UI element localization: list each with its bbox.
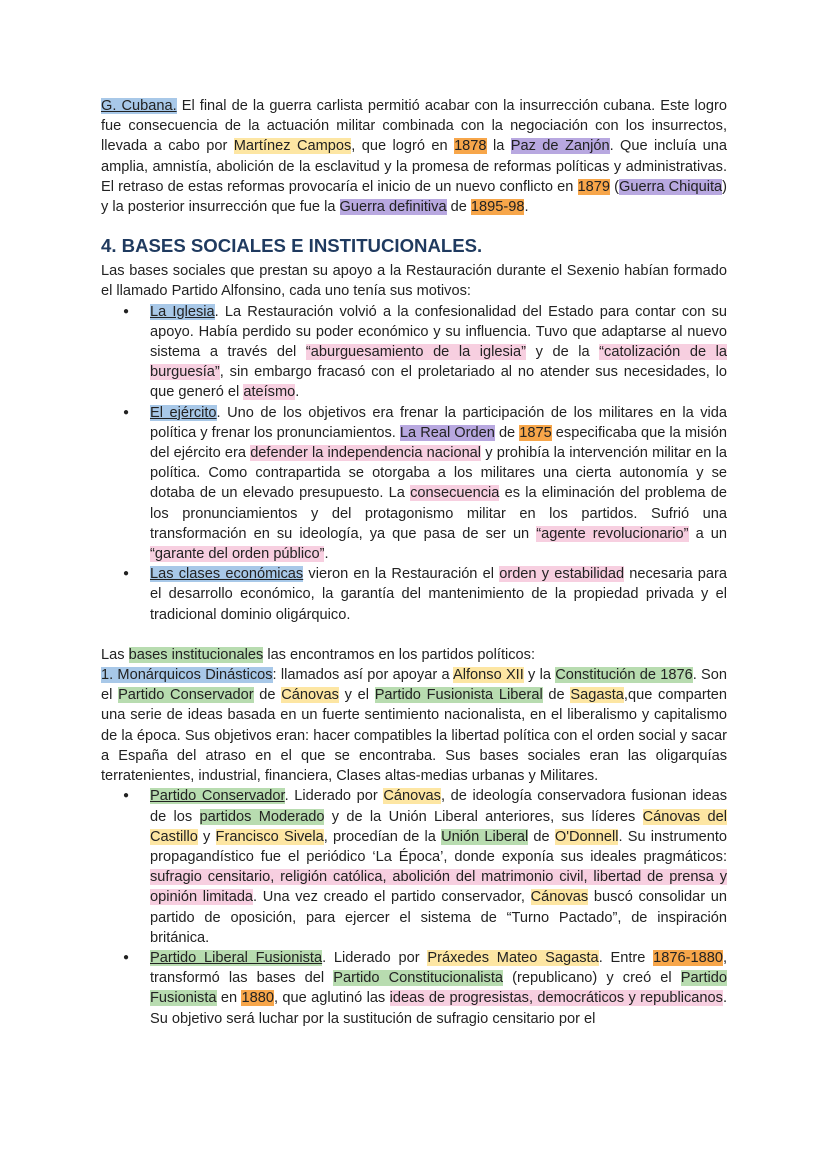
hl-person: Alfonso XII [453, 667, 524, 684]
hl-date: 1875 [519, 424, 552, 441]
hl-institution: Constitución de 1876 [555, 667, 693, 684]
hl-concept: consecuencia [410, 485, 500, 502]
hl-person: Cánovas [530, 889, 589, 906]
hl-concept: sufragio censitario, religión católica, abolición del matrimonio civil, libertad de prensa y opinión limitada [150, 869, 727, 906]
hl-date: 1878 [454, 138, 487, 155]
hl-term: Las clases económicas [150, 566, 304, 583]
hl-institution: Partido Liberal Fusionista [150, 949, 323, 966]
hl-institution: Unión Liberal [441, 828, 529, 845]
hl-event: Paz de Zanjón [510, 138, 610, 155]
hl-institution: Partido Conservador [150, 788, 285, 805]
hl-person: Sagasta [570, 687, 624, 704]
hl-person: Martínez Campos [233, 138, 352, 155]
social-bases-list [101, 302, 727, 625]
paragraph-intro: Las bases sociales que prestan su apoyo a la Restauración durante el Sexenio habían formado el llamado Partido Alfonsino, cada uno tenía sus motivos: [101, 263, 727, 300]
hl-institution: Partido Fusionista Liberal [374, 687, 543, 704]
hl-term: El ejército [150, 404, 217, 421]
hl-concept: “catolización de la burguesía” [150, 344, 728, 381]
hl-concept: orden y estabilidad [499, 566, 625, 583]
hl-term: La Iglesia [150, 303, 215, 320]
hl-concept: ideas de progresistas, democráticos y republicanos [389, 990, 723, 1007]
paragraph-institutional: Las bases institucionales las encontramos en los partidos políticos: [101, 646, 536, 663]
hl-institution: Partido Fusionista [150, 970, 728, 1007]
hl-event: Guerra Chiquita [619, 178, 723, 195]
hl-institution: bases institucionales [128, 646, 264, 663]
hl-date: 1880 [241, 990, 274, 1007]
hl-person: O'Donnell [554, 828, 619, 845]
list-item-conservador: ● Partido Conservador. Liderado por Cánovas, de ideología conservadora fusionan ideas de los partidos Moderado y de la Unión Liberal anteriores, sus líderes Cánovas del Castillo y Francisco Sivela, procedían de la Unión Liberal de O'Donnell. Su instrumento propagandístico fue el periódico ‘La Época’, donde exponía sus ideales pragmáticos: sufragio censitario, religión católica, abolición del matrimonio civil, libertad de prensa y opinión limitada. Una vez creado el partido conservador, Cánovas buscó consolidar un partido de oposición, para ejercer el sistema de “Turno Pactado”, de inspiración británica. [150, 786, 727, 948]
parties-list [101, 786, 727, 1028]
hl-term: 1. Monárquicos Dinásticos [101, 667, 273, 684]
hl-person: Cánovas [383, 788, 441, 805]
hl-concept: “aburguesamiento de la iglesia” [305, 344, 527, 361]
hl-event: Guerra definitiva [339, 199, 447, 216]
hl-institution: partidos Moderado [199, 808, 325, 825]
hl-concept: “garante del orden público” [150, 546, 325, 563]
hl-institution: Partido Constitucionalista [333, 970, 503, 987]
list-item-liberal: ● Partido Liberal Fusionista. Liderado por Práxedes Mateo Sagasta. Entre 1876-1880, transformó las bases del Partido Constitucionalista (republicano) y creó el Partido Fusionista en 1880, que aglutinó las ideas de progresistas, democráticos y republicanos. Su objetivo será luchar por la sustitución de sufragio censitario por el [150, 948, 727, 1029]
paragraph-cuba: G. Cubana. El final de la guerra carlista permitió acabar con la insurrección cubana. Este logro fue consecuencia de la actuación militar combinada con la negociación con los insurrectos, llevada a cabo por Martínez Campos, que logró en 1878 la Paz de Zanjón. Que incluía una amplia, amnistía, abolición de la esclavitud y la promesa de reformas políticas y administrativas. El retraso de estas reformas provocaría el inicio de un nuevo conflicto en 1879 (Guerra Chiquita) y la posterior insurrección que fue la Guerra definitiva de 1895-98. [101, 98, 727, 216]
hl-person: Cánovas del Castillo [150, 808, 727, 845]
hl-person: Práxedes Mateo Sagasta [427, 949, 599, 966]
hl-person: Cánovas [281, 687, 339, 704]
hl-concept: “agente revolucionario” [536, 525, 689, 542]
hl-date: 1895-98 [470, 199, 525, 216]
hl-term: G. Cubana. [101, 98, 177, 114]
hl-date: 1876-1880 [653, 949, 723, 966]
hl-institution: Partido Conservador [118, 687, 254, 704]
list-item-ejercito: ● El ejército. Uno de los objetivos era frenar la participación de los militares en la vida política y frenar los pronunciamientos. La Real Orden de 1875 especificaba que la misión del ejército era defender la independencia nacional y prohibía la intervención militar en la política. Como contrapartida se otorgaba a los militares una cierta autonomía y se dotaba de un elevado presupuesto. La consecuencia es la eliminación del problema de los pronunciamientos y del protagonismo militar en los partidos. Sufrió una transformación en su ideología, ya que pasa de ser un “agente revolucionario” a un “garante del orden público”. [150, 403, 727, 565]
spacer [101, 625, 727, 645]
hl-person: Francisco Sivela [215, 828, 324, 845]
paragraph-monarquicos: 1. Monárquicos Dinásticos: llamados así por apoyar a Alfonso XII y la Constitución de 1876. Son el Partido Conservador de Cánovas y el Partido Fusionista Liberal de Sagasta,que comparten una serie de ideas basada en un fuerte sentimiento nacionalista, en el liberalismo y capitalismo de la época. Sus objetivos eran: hacer compatibles la libertad política con el orden social y sacar a España del atraso en el que se encontraba. Sus bases sociales eran las oligarquías terratenientes, industrial, financiera, Clases altas-medias urbanas y Militares. [101, 667, 728, 785]
hl-event: La Real Orden [399, 424, 495, 441]
hl-concept: defender la independencia nacional [250, 445, 482, 462]
section-heading: 4. BASES SOCIALES E INSTITUCIONALES. [101, 235, 483, 257]
hl-concept: ateísmo [243, 384, 296, 401]
list-item-clases: ● Las clases económicas vieron en la Restauración el orden y estabilidad necesaria para el desarrollo económico, la garantía del mantenimiento de la propiedad privada y el tradicional dominio oligárquico. [150, 564, 727, 625]
list-item-iglesia: ● La Iglesia. La Restauración volvió a la confesionalidad del Estado para contar con su apoyo. Había perdido su poder económico y su influencia. Tuvo que adaptarse al nuevo sistema a través del “aburguesamiento de la iglesia” y de la “catolización de la burguesía”, sin embargo fracasó con el proletariado al no atender sus necesidades, lo que generó el ateísmo. [150, 302, 727, 403]
hl-date: 1879 [577, 178, 610, 195]
